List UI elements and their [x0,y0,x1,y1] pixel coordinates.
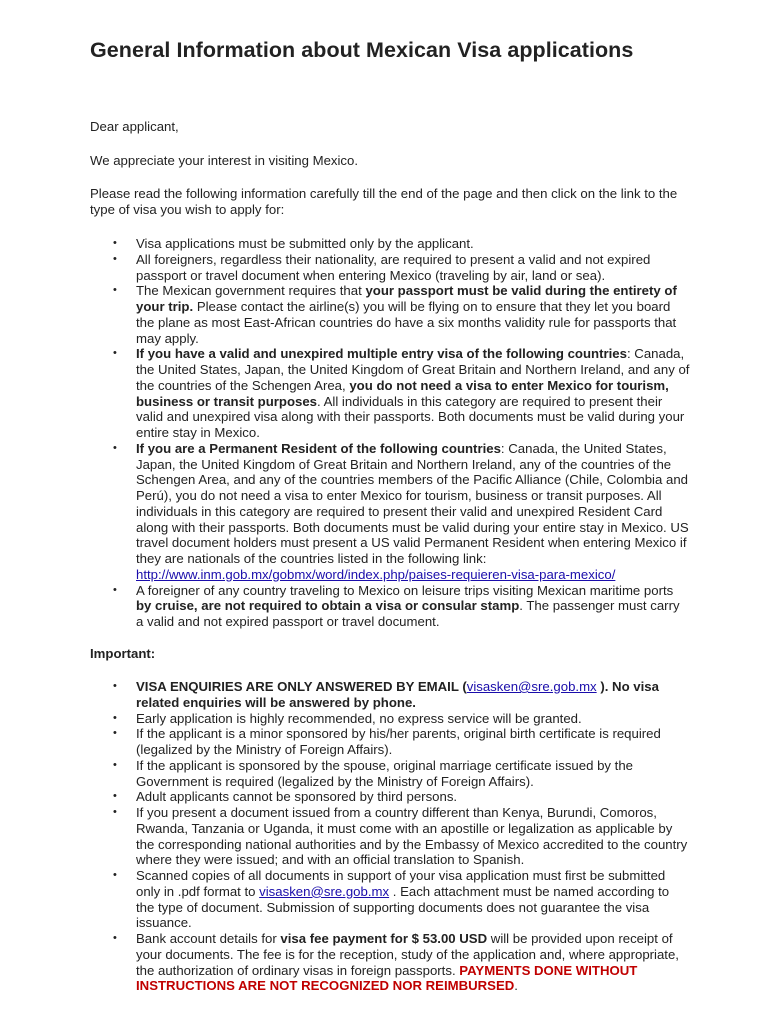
appreciation-text: We appreciate your interest in visiting Mexico. [90,153,359,168]
list-item [90,679,690,711]
item-bold-text: VISA ENQUIRIES ARE ONLY ANSWERED BY EMAIL ( [136,679,467,694]
list-item [90,726,690,758]
item-text: . Each attachment must be named according to the type of document. Submission of supporting documents does not guarantee the visa issuance. [136,883,670,931]
list-item [90,711,690,727]
item-bold-text: you do not need a visa to enter Mexico for tourism, business or transit purposes [136,377,669,409]
list-item [90,789,690,805]
item-bold-text: your passport must be valid during the entirety of your trip. [136,283,677,314]
item-text: : Canada, the United States, Japan, the United Kingdom of Great Britain and Northern Ireland, and any of the countries of the Schengen Area, [136,346,690,393]
item-text: Adult applicants cannot be sponsored by third persons. [136,789,458,805]
item-text: Bank account details for [136,931,281,946]
item-text: Early application is highly recommended, no express service will be granted. [136,710,582,726]
list-item [90,868,690,931]
page-title: General Information about Mexican Visa applications [90,38,634,62]
item-text: Visa applications must be submitted only by the applicant. [136,236,474,251]
greeting: Dear applicant, [90,119,179,134]
list-item [90,758,690,790]
item-text: If the applicant is sponsored by the spouse, original marriage certificate issued by the Government is required (legalized by the Ministry of Foreign Affairs). [136,757,634,789]
item-bold-text: If you have a valid and unexpired multiple entry visa of the following countries [136,346,627,362]
item-bold-text: If you are a Permanent Resident of the following countries [136,440,501,456]
item-bold-text: visa fee payment for $ 53.00 USD [280,931,488,946]
item-bold-text: ). No visa related enquiries will be answered by phone. [136,679,659,710]
list-item [90,346,690,441]
important-list [90,679,690,994]
visa-email-link[interactable]: visasken@sre.gob.mx [466,679,597,694]
item-bold-text: by cruise, are not required to obtain a visa or consular stamp [136,598,520,614]
item-text: will be provided upon receipt of your documents. The fee is for the reception, study of the application and, where appropriate, the authorization of ordinary visas in foreign passports. [136,931,679,978]
list-item [90,283,690,346]
list-item [90,805,690,868]
list-item [90,583,690,630]
visa-email-link[interactable]: visasken@sre.gob.mx [259,883,390,899]
instructions-text: Please read the following information carefully till the end of the page and then click on the link to the type of visa you wish to apply for: [90,186,678,217]
list-item [90,441,690,583]
item-text: : Canada, the United States, Japan, the United Kingdom of Great Britain and Northern Ireland, any of the countries of the Schengen Area, and any of the countries members of the Pacific Alliance (Chile, Colombia and Perú), you do not need a visa to enter Mexico for tourism, business or transit purposes. All individuals in this category are required to present their valid and unexpired Resident Card along with their passports. Both documents must be valid during your entire stay in Mexico. US travel document holders must present a US valid Permanent Resident when entering Mexico if they are nationals of the countries listed in the following link: [136,440,689,566]
item-text: If you present a document issued from a country different than Kenya, Burundi, Comoros, Rwanda, Tanzania or Uganda, it must come with an apostille or legalization as applicable by the corresponding national authorities and by the Embassy of Mexico accredited to the country where they were issued; and with an official translation to Spanish. [136,805,688,868]
important-heading: Important: [90,646,156,661]
list-item [90,252,690,284]
inm-visa-countries-link[interactable]: http://www.inm.gob.mx/gobmx/word/index.php/paises-requieren-visa-para-mexico/ [136,566,616,582]
item-text: The Mexican government requires that [136,283,366,299]
item-text: . The passenger must carry a valid and not expired passport or travel document. [136,598,680,629]
item-text: Please contact the airline(s) you will be flying on to ensure that they let you board the plane as most East-African countries do have a six months validity rule for passports that may apply. [136,299,677,346]
item-text: If the applicant is a minor sponsored by his/her parents, original birth certificate is required (legalized by the Ministry of Foreign Affairs). [136,726,661,757]
list-item [90,931,690,994]
list-item [90,236,690,252]
general-info-list [90,236,690,630]
payment-warning: PAYMENTS DONE WITHOUT INSTRUCTIONS ARE NOT RECOGNIZED NOR REIMBURSED [136,962,638,994]
item-text: All foreigners, regardless their nationality, are required to present a valid and not expired passport or travel document when entering Mexico (traveling by air, land or sea). [136,251,651,283]
item-text: A foreigner of any country traveling to Mexico on leisure trips visiting Mexican maritime ports [136,582,674,598]
item-text: . All individuals in this category are required to present their valid and unexpired visa along with their passports. Both documents must be valid during your entire stay in Mexico. [136,393,685,440]
item-text: Scanned copies of all documents in support of your visa application must first be submitted only in .pdf format to [136,868,666,899]
item-text: . [514,978,518,994]
